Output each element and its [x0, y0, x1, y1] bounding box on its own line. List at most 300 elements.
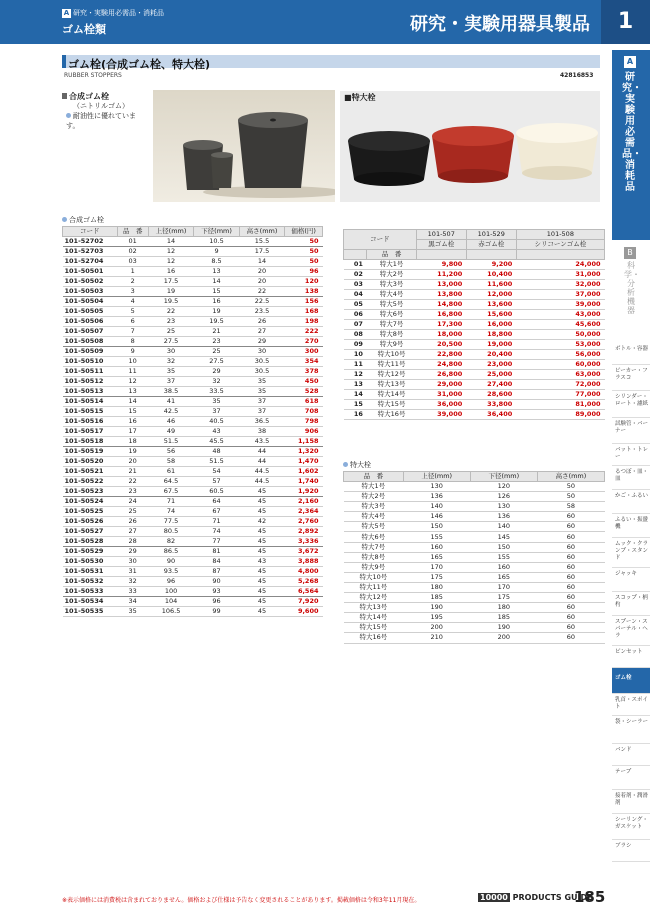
table-cell: 60 [537, 582, 604, 592]
table-cell: 104 [148, 597, 194, 607]
item-number: 16 [344, 410, 367, 420]
price-cell: 24,000 [516, 260, 604, 270]
table-cell: 45 [239, 607, 285, 617]
price-cell: 37,000 [516, 290, 604, 300]
table-row [63, 507, 323, 517]
table-row [344, 593, 605, 603]
table-cell: 185 [403, 593, 470, 603]
table-cell: 56 [148, 447, 194, 457]
price-cell: 13,000 [416, 280, 466, 290]
table-cell: 26 [239, 317, 285, 327]
table-cell: 74 [194, 527, 240, 537]
table-cell: 190 [403, 603, 470, 613]
price-cell: 906 [285, 427, 323, 437]
category-text: 研究・実験用必需品・消耗品 [73, 9, 164, 17]
table-cell: 15 [194, 287, 240, 297]
table-cell: 93 [194, 587, 240, 597]
table-cell: 43 [239, 557, 285, 567]
table-row [344, 542, 605, 552]
type-col-2: 赤ゴム栓 [466, 240, 516, 250]
table-row [63, 387, 323, 397]
price-cell: 53,000 [516, 340, 604, 350]
price-cell: 2,892 [285, 527, 323, 537]
column-header: 下径(mm) [470, 472, 537, 482]
table-cell: 84 [194, 557, 240, 567]
table-cell: 8.5 [194, 257, 240, 267]
table-cell: 100 [148, 587, 194, 597]
price-cell: 156 [285, 297, 323, 307]
price-cell: 198 [285, 317, 323, 327]
table-cell: 11 [117, 367, 148, 377]
price-cell: 378 [285, 367, 323, 377]
table-cell: 77 [194, 537, 240, 547]
price-cell: 32,000 [516, 280, 604, 290]
product-name: 特大13号 [367, 380, 416, 390]
table-cell: 80.5 [148, 527, 194, 537]
sidebar-item[interactable]: ゴム栓 [612, 668, 650, 694]
table-cell: 60 [537, 593, 604, 603]
table-row [344, 623, 605, 633]
table-cell: 64 [194, 497, 240, 507]
table-cell: 4 [117, 297, 148, 307]
item-number: 13 [344, 380, 367, 390]
product-code: 101-50508 [63, 337, 118, 347]
table-cell: 165 [403, 552, 470, 562]
table-cell: 特大15号 [344, 623, 404, 633]
table-row [63, 467, 323, 477]
price-cell: 7,920 [285, 597, 323, 607]
footer-note: ※表示価格には消費税は含まれておりません。価格および仕様は予告なく変更されることがあります。掲載価格は令和3年11月現在。 [62, 897, 421, 904]
table-row [63, 437, 323, 447]
tab-a-badge: A [624, 56, 636, 68]
table-cell: 12 [148, 257, 194, 267]
table-cell: 106.5 [148, 607, 194, 617]
price-cell: 5,268 [285, 577, 323, 587]
table-cell: 146 [403, 512, 470, 522]
table-cell: 60 [537, 603, 604, 613]
sidebar-item[interactable]: 接着剤・潤滑剤 [612, 790, 650, 814]
table-row [63, 537, 323, 547]
table-cell: 27.5 [194, 357, 240, 367]
table-cell: 03 [117, 257, 148, 267]
table-cell: 33.5 [194, 387, 240, 397]
column-header: 価格(円) [285, 227, 323, 237]
price-cell: 16,000 [466, 320, 516, 330]
price-cell: 1,740 [285, 477, 323, 487]
product-code: 101-50535 [63, 607, 118, 617]
table-cell: 51.5 [194, 457, 240, 467]
table-row [344, 300, 605, 310]
product-name: 特大9号 [367, 340, 416, 350]
sidebar-item[interactable]: ムック・クランプ・スタンド [612, 538, 650, 568]
item-number: 03 [344, 280, 367, 290]
price-cell: 9,200 [466, 260, 516, 270]
tab-b-label: 科学・分析機器 [624, 261, 640, 315]
table-row [63, 527, 323, 537]
price-cell: 708 [285, 407, 323, 417]
table-row [344, 320, 605, 330]
table-cell: 37 [194, 407, 240, 417]
blank-header [516, 250, 604, 260]
table-cell: 40.5 [194, 417, 240, 427]
table-cell: 19.5 [148, 297, 194, 307]
table-cell: 180 [403, 582, 470, 592]
table-cell: 150 [470, 542, 537, 552]
table-row [63, 287, 323, 297]
product-code: 101-50504 [63, 297, 118, 307]
table-cell: 60 [537, 623, 604, 633]
table-cell: 15.5 [239, 237, 285, 247]
table-cell: 18 [117, 437, 148, 447]
table-cell: 29 [239, 337, 285, 347]
product-code: 101-50516 [63, 417, 118, 427]
stopper-illustration [153, 90, 335, 202]
table-cell: 86.5 [148, 547, 194, 557]
table-cell: 35 [239, 377, 285, 387]
table-cell: 44.5 [239, 467, 285, 477]
table-cell: 35 [194, 397, 240, 407]
table-cell: 210 [403, 633, 470, 643]
price-cell: 618 [285, 397, 323, 407]
table-row [344, 380, 605, 390]
sidebar-item[interactable]: ふるい・振盪機 [612, 514, 650, 538]
table-cell: 33 [117, 587, 148, 597]
sidebar-item[interactable]: バット・トレー [612, 444, 650, 466]
price-cell: 2,364 [285, 507, 323, 517]
table-cell: 90 [194, 577, 240, 587]
large-stopper-illustration [340, 91, 600, 202]
sidebar-item[interactable]: バンド [612, 744, 650, 766]
product-code: 101-50502 [63, 277, 118, 287]
table-cell: 9 [117, 347, 148, 357]
product-code: 101-50522 [63, 477, 118, 487]
table-row [344, 330, 605, 340]
product-name: 特大14号 [367, 390, 416, 400]
price-cell: 31,000 [416, 390, 466, 400]
table-cell: 140 [403, 502, 470, 512]
sidebar-item[interactable]: ピンセット [612, 646, 650, 668]
product-name: 特大6号 [367, 310, 416, 320]
table-cell: 特大5号 [344, 522, 404, 532]
sidebar-item[interactable]: シーリング・ガスケット [612, 814, 650, 840]
table-cell: 7 [117, 327, 148, 337]
table-cell: 22 [148, 307, 194, 317]
table-row [344, 502, 605, 512]
table-cell: 20 [239, 267, 285, 277]
table-cell: 170 [403, 562, 470, 572]
sidebar-item[interactable]: シリンダー・ロート・濾紙 [612, 391, 650, 418]
table-cell: 60 [537, 522, 604, 532]
price-cell: 20,500 [416, 340, 466, 350]
table-cell: 21 [194, 327, 240, 337]
table-cell: 60 [537, 633, 604, 643]
tableC-label [343, 460, 371, 470]
column-header: 高さ(mm) [537, 472, 604, 482]
table-cell: 96 [194, 597, 240, 607]
table-cell: 35 [239, 387, 285, 397]
table-cell: 12 [117, 377, 148, 387]
table-cell: 19 [194, 307, 240, 317]
item-number: 04 [344, 290, 367, 300]
table-cell: 50 [537, 482, 604, 492]
table-row [63, 427, 323, 437]
table-cell: 19 [117, 447, 148, 457]
product-code: 101-50506 [63, 317, 118, 327]
price-cell: 43,000 [516, 310, 604, 320]
table-cell: 20 [117, 457, 148, 467]
table-row [63, 457, 323, 467]
table-cell: 58 [148, 457, 194, 467]
sidebar-item[interactable]: 試験管・バーナー [612, 418, 650, 444]
table-header-row [63, 227, 323, 237]
table-row [63, 597, 323, 607]
table-cell: 16 [117, 417, 148, 427]
price-cell: 13,600 [466, 300, 516, 310]
table-cell: 87 [194, 567, 240, 577]
price-cell: 17,300 [416, 320, 466, 330]
column-header: 上径(mm) [148, 227, 194, 237]
price-cell: 96 [285, 267, 323, 277]
table-row [344, 290, 605, 300]
item-number: 11 [344, 360, 367, 370]
item-number: 07 [344, 320, 367, 330]
table-cell: 54 [194, 467, 240, 477]
table-cell: 30 [117, 557, 148, 567]
price-cell: 354 [285, 357, 323, 367]
price-cell: 33,800 [466, 400, 516, 410]
table-cell: 175 [403, 572, 470, 582]
price-cell: 450 [285, 377, 323, 387]
product-code: 101-50534 [63, 597, 118, 607]
product-code: 101-50515 [63, 407, 118, 417]
page-number: 185 [574, 888, 606, 906]
table-row [63, 237, 323, 247]
sidebar-item[interactable]: ビーカー・フラスコ [612, 365, 650, 391]
price-cell: 1,602 [285, 467, 323, 477]
table-row [344, 633, 605, 643]
price-cell: 1,320 [285, 447, 323, 457]
table-cell: 44 [239, 447, 285, 457]
product-code: 101-50521 [63, 467, 118, 477]
table-cell: 35 [117, 607, 148, 617]
bullet-icon [343, 462, 348, 467]
table-row [63, 567, 323, 577]
sidebar-item[interactable]: ブラシ [612, 840, 650, 862]
price-cell: 28,600 [466, 390, 516, 400]
table-cell: 130 [470, 502, 537, 512]
tab-a-label: 研究・実験用必需品・消耗品 [622, 72, 642, 193]
sidebar-item[interactable]: るつぼ・皿・皿 [612, 466, 650, 490]
table-cell: 41 [148, 397, 194, 407]
sidebar-item[interactable]: 乳首・スポイト [612, 694, 650, 716]
square-marker-icon [62, 93, 67, 99]
table-cell: 特大9号 [344, 562, 404, 572]
table-row [63, 477, 323, 487]
table-cell: 67 [194, 507, 240, 517]
price-cell: 50,000 [516, 330, 604, 340]
table-cell: 22 [117, 477, 148, 487]
column-header: コード [63, 227, 118, 237]
table-cell: 特大13号 [344, 603, 404, 613]
table-cell: 60 [537, 572, 604, 582]
table-cell: 45 [239, 527, 285, 537]
product-name: 特大5号 [367, 300, 416, 310]
intro-feature [66, 111, 146, 131]
synthetic-stopper-table [62, 226, 323, 617]
table-cell: 34 [117, 597, 148, 607]
table-cell: 14 [194, 277, 240, 287]
table-cell: 200 [470, 633, 537, 643]
table-row [344, 350, 605, 360]
price-cell: 20,400 [466, 350, 516, 360]
table-cell: 140 [470, 522, 537, 532]
table-cell: 8 [117, 337, 148, 347]
table-row [63, 557, 323, 567]
table-row [344, 310, 605, 320]
table-cell: 130 [403, 482, 470, 492]
table-cell: 31 [117, 567, 148, 577]
table-cell: 37 [239, 407, 285, 417]
table-row [63, 377, 323, 387]
table-header-row [344, 472, 605, 482]
table-cell: 155 [470, 552, 537, 562]
tab-category-b[interactable] [612, 243, 650, 323]
table-cell: 3 [117, 287, 148, 297]
table-cell: 29 [194, 367, 240, 377]
product-name: 特大11号 [367, 360, 416, 370]
table-cell: 195 [403, 613, 470, 623]
table-row [63, 307, 323, 317]
code-col-3: 101-508 [516, 230, 604, 240]
table-row [344, 613, 605, 623]
product-name: 特大1号 [367, 260, 416, 270]
price-cell: 56,000 [516, 350, 604, 360]
sidebar-item[interactable]: かご・ふるい [612, 490, 650, 514]
table-cell: 特大3号 [344, 502, 404, 512]
product-code: 101-52703 [63, 247, 118, 257]
table-cell: 23.5 [239, 307, 285, 317]
price-cell: 1,470 [285, 457, 323, 467]
table-row [63, 397, 323, 407]
product-code: 101-50530 [63, 557, 118, 567]
table-cell: 10.5 [194, 237, 240, 247]
table-cell: 15 [117, 407, 148, 417]
table-cell: 77.5 [148, 517, 194, 527]
table-cell: 71 [148, 497, 194, 507]
table-cell: 175 [470, 593, 537, 603]
column-header: 品 番 [344, 472, 404, 482]
price-cell: 11,600 [466, 280, 516, 290]
header-subtitle: ゴム栓類 [62, 23, 106, 36]
sidebar-item[interactable]: スプーン・スパーテル・ヘラ [612, 616, 650, 646]
table-cell: 30 [239, 347, 285, 357]
sidebar-item[interactable]: ジャッキ [612, 568, 650, 592]
table-cell: 23 [194, 337, 240, 347]
table-cell: 60 [537, 532, 604, 542]
product-code: 101-50524 [63, 497, 118, 507]
table-row [63, 547, 323, 557]
table-cell: 42.5 [148, 407, 194, 417]
price-cell: 29,000 [416, 380, 466, 390]
table-cell: 67.5 [148, 487, 194, 497]
item-number: 05 [344, 300, 367, 310]
table-cell: 26 [117, 517, 148, 527]
type-col-1: 黒ゴム栓 [416, 240, 466, 250]
price-cell: 798 [285, 417, 323, 427]
product-code: 101-50501 [63, 267, 118, 277]
table-cell: 93.5 [148, 567, 194, 577]
table-cell: 43 [194, 427, 240, 437]
column-header: 品 番 [117, 227, 148, 237]
table-cell: 9 [194, 247, 240, 257]
table-cell: 16 [194, 297, 240, 307]
sidebar-item[interactable]: ボトル・容器 [612, 343, 650, 365]
table-cell: 136 [403, 492, 470, 502]
table-cell: 145 [470, 532, 537, 542]
price-cell: 18,800 [466, 330, 516, 340]
item-number: 01 [344, 260, 367, 270]
intro-name-text: 合成ゴム栓 [69, 92, 109, 101]
price-cell: 77,000 [516, 390, 604, 400]
sidebar-item[interactable]: スコップ・柄杓 [612, 592, 650, 616]
table-cell: 45 [239, 567, 285, 577]
table-cell: 82 [148, 537, 194, 547]
column-header: 下径(mm) [194, 227, 240, 237]
sidebar-item[interactable]: 袋・シーラー [612, 716, 650, 744]
product-code: 101-50510 [63, 357, 118, 367]
price-cell: 25,000 [466, 370, 516, 380]
table-cell: 46 [148, 417, 194, 427]
price-cell: 3,888 [285, 557, 323, 567]
table-cell: 12 [148, 247, 194, 257]
table-cell: 160 [403, 542, 470, 552]
price-cell: 26,800 [416, 370, 466, 380]
table-cell: 17 [117, 427, 148, 437]
code-header: コード [344, 230, 417, 250]
large-stopper-photo [340, 91, 600, 202]
table-cell: 特大1号 [344, 482, 404, 492]
product-code: 101-50509 [63, 347, 118, 357]
table-row [344, 482, 605, 492]
item-number: 14 [344, 390, 367, 400]
product-code: 101-50511 [63, 367, 118, 377]
price-cell: 138 [285, 287, 323, 297]
table-cell: 44.5 [239, 477, 285, 487]
table-row [63, 247, 323, 257]
table-cell: 21 [117, 467, 148, 477]
tab-category-a[interactable] [612, 50, 650, 240]
table-cell: 01 [117, 237, 148, 247]
table-row [344, 532, 605, 542]
table-cell: 60 [537, 613, 604, 623]
table-cell: 17.5 [148, 277, 194, 287]
table-cell: 61 [148, 467, 194, 477]
product-name: 特大3号 [367, 280, 416, 290]
table-cell: 30 [148, 347, 194, 357]
price-cell: 19,000 [466, 340, 516, 350]
price-cell: 24,800 [416, 360, 466, 370]
table-cell: 5 [117, 307, 148, 317]
blank-header [466, 250, 516, 260]
table-cell: 58 [537, 502, 604, 512]
product-code: 101-50529 [63, 547, 118, 557]
sidebar-item[interactable]: テープ [612, 766, 650, 790]
table-cell: 特大6号 [344, 532, 404, 542]
section-title-en: RUBBER STOPPERS [64, 72, 122, 79]
intro-feature-text: 耐油性に優れています。 [66, 112, 136, 130]
product-name: 特大10号 [367, 350, 416, 360]
product-code: 101-50513 [63, 387, 118, 397]
